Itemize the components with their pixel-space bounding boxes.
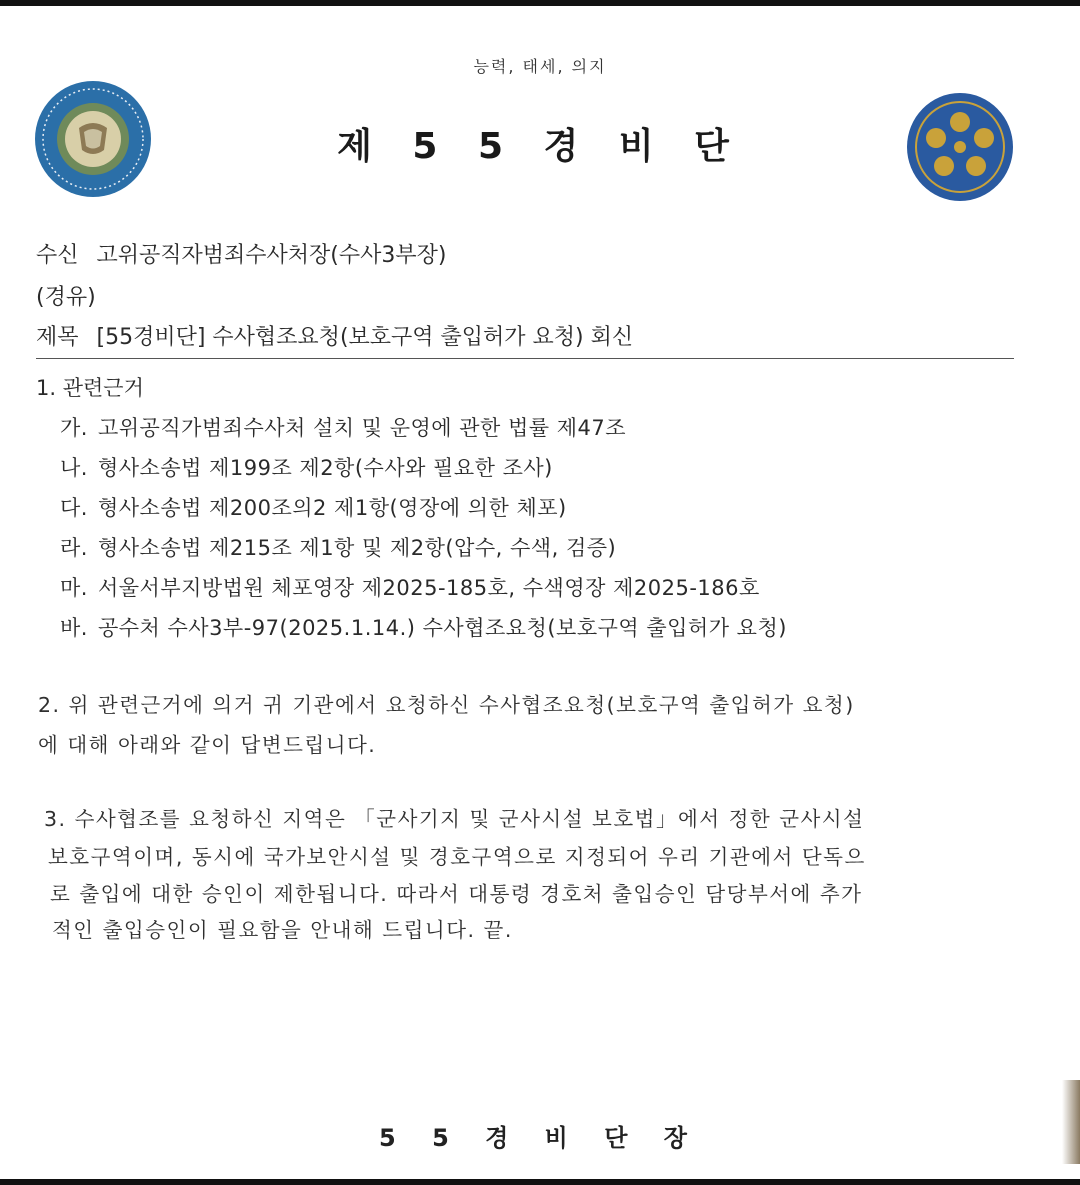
subject-label: 제목	[36, 325, 79, 350]
recipient-line	[36, 238, 446, 269]
via-line: (경유)	[36, 285, 96, 310]
bottom-edge-bar	[0, 1179, 1080, 1185]
page-edge-shadow	[1062, 1080, 1080, 1164]
subject-value: [55경비단] 수사협조요청(보호구역 출입허가 요청) 회신	[96, 325, 634, 350]
signature-title: 5 5 경 비 단 장	[379, 1124, 701, 1152]
left-emblem-seal	[34, 80, 152, 198]
recipient-label: 수신	[36, 243, 79, 268]
document-title: 제 5 5 경 비 단	[337, 126, 743, 167]
top-edge-bar	[0, 0, 1080, 6]
recipient-value: 고위공직자범죄수사처장(수사3부장)	[96, 243, 447, 268]
basis-item: 나. 형사소송법 제199조 제2항(수사와 필요한 조사)	[60, 456, 553, 480]
subject-line	[36, 320, 633, 351]
section3-line: 3. 수사협조를 요청하신 지역은 「군사기지 및 군사시설 보호법」에서 정한 군사시설	[44, 807, 865, 831]
basis-item: 다. 형사소송법 제200조의2 제1항(영장에 의한 체포)	[60, 496, 567, 520]
basis-item: 라. 형사소송법 제215조 제1항 및 제2항(압수, 수색, 검증)	[60, 536, 617, 560]
header-divider	[36, 358, 1014, 359]
basis-item: 가. 고위공직가범죄수사처 설치 및 운영에 관한 법률 제47조	[60, 416, 627, 440]
section3-line: 적인 출입승인이 필요함을 안내해 드립니다. 끝.	[52, 918, 513, 942]
section1-heading: 1. 관련근거	[36, 376, 144, 400]
section2-line: 2. 위 관련근거에 의거 귀 기관에서 요청하신 수사협조요청(보호구역 출입허가 요청)	[38, 693, 855, 717]
section3-line: 로 출입에 대한 승인이 제한됩니다. 따라서 대통령 경호처 출입승인 담당부서에 추가	[50, 882, 863, 906]
basis-item: 마. 서울서부지방법원 체포영장 제2025-185호, 수색영장 제2025-186호	[60, 576, 760, 600]
section3-line: 보호구역이며, 동시에 국가보안시설 및 경호구역으로 지정되어 우리 기관에서 단독으	[48, 845, 866, 869]
unit-motto: 능력, 태세, 의지	[473, 57, 607, 76]
right-emblem-seal	[906, 92, 1014, 202]
section2-line: 에 대해 아래와 같이 답변드립니다.	[38, 733, 377, 757]
basis-item: 바. 공수처 수사3부-97(2025.1.14.) 수사협조요청(보호구역 출입허가 요청)	[60, 616, 787, 640]
